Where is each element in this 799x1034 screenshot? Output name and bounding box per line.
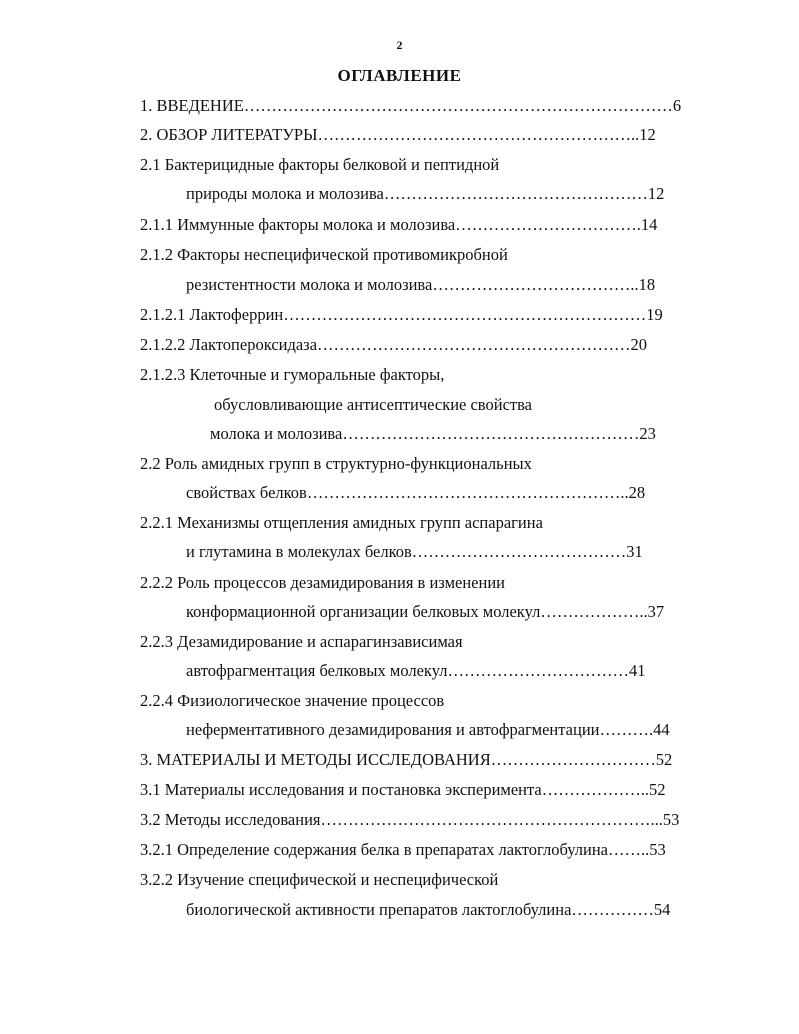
toc-entry: и глутамина в молекулах белков…………………………………31 — [186, 542, 643, 561]
toc-entry: 2.1 Бактерицидные факторы белковой и пептидной — [140, 155, 500, 174]
toc-entry: 3.2.1 Определение содержания белка в препаратах лактоглобулина……..53 — [140, 840, 666, 859]
toc-entry: 3.2 Методы исследования……………………………………………………...53 — [140, 810, 680, 829]
toc-entry: 2.2.1 Механизмы отщепления амидных групп аспарагина — [140, 513, 543, 532]
toc-entry: 2.1.2 Факторы неспецифической противомикробной — [140, 245, 508, 264]
toc-entry: молока и молозива………………………………………………23 — [210, 424, 656, 443]
toc-entry: резистентности молока и молозива………………………………..18 — [186, 275, 656, 294]
toc-entry: 3. МАТЕРИАЛЫ И МЕТОДЫ ИССЛЕДОВАНИЯ…………………………52 — [140, 750, 673, 769]
toc-entry: 2.2.2 Роль процессов дезамидирования в изменении — [140, 573, 505, 592]
toc-entry: 2.1.2.3 Клеточные и гуморальные факторы, — [140, 365, 445, 384]
toc-entry: 2.1.1 Иммунные факторы молока и молозива…………………………….14 — [140, 215, 658, 234]
toc-entry: 2. ОБЗОР ЛИТЕРАТУРЫ…………………………………………………..12 — [140, 125, 656, 144]
toc-entry: 2.2.3 Дезамидирование и аспарагинзависимая — [140, 632, 463, 651]
page-number: 2 — [396, 38, 403, 52]
toc-entry: 1. ВВЕДЕНИЕ……………………………………………………………………6 — [140, 96, 682, 115]
toc-entry: природы молока и молозива…………………………………………12 — [186, 184, 665, 203]
toc-entry: 2.1.2.2 Лактопероксидаза…………………………………………………20 — [140, 335, 648, 354]
toc-entry: конформационной организации белковых молекул………………..37 — [186, 602, 665, 621]
toc-entry: автофрагментация белковых молекул……………………………41 — [186, 661, 646, 680]
toc-entry: 2.2.4 Физиологическое значение процессов — [140, 691, 445, 710]
toc-entry: свойствах белков…………………………………………………..28 — [186, 483, 646, 502]
toc-entry: 2.1.2.1 Лактоферрин…………………………………………………………19 — [140, 305, 663, 324]
toc-entry: обусловливающие антисептические свойства — [214, 395, 532, 414]
toc-entry: 3.1 Материалы исследования и постановка эксперимента………………..52 — [140, 780, 666, 799]
toc-entry: неферментативного дезамидирования и автофрагментации……….44 — [186, 720, 670, 739]
page-title: ОГЛАВЛЕНИЕ — [337, 66, 462, 85]
toc-entry: 2.2 Роль амидных групп в структурно-функциональных — [140, 454, 532, 473]
toc-entry: биологической активности препаратов лактоглобулина……………54 — [186, 900, 671, 919]
toc-entry: 3.2.2 Изучение специфической и неспецифической — [140, 870, 499, 889]
